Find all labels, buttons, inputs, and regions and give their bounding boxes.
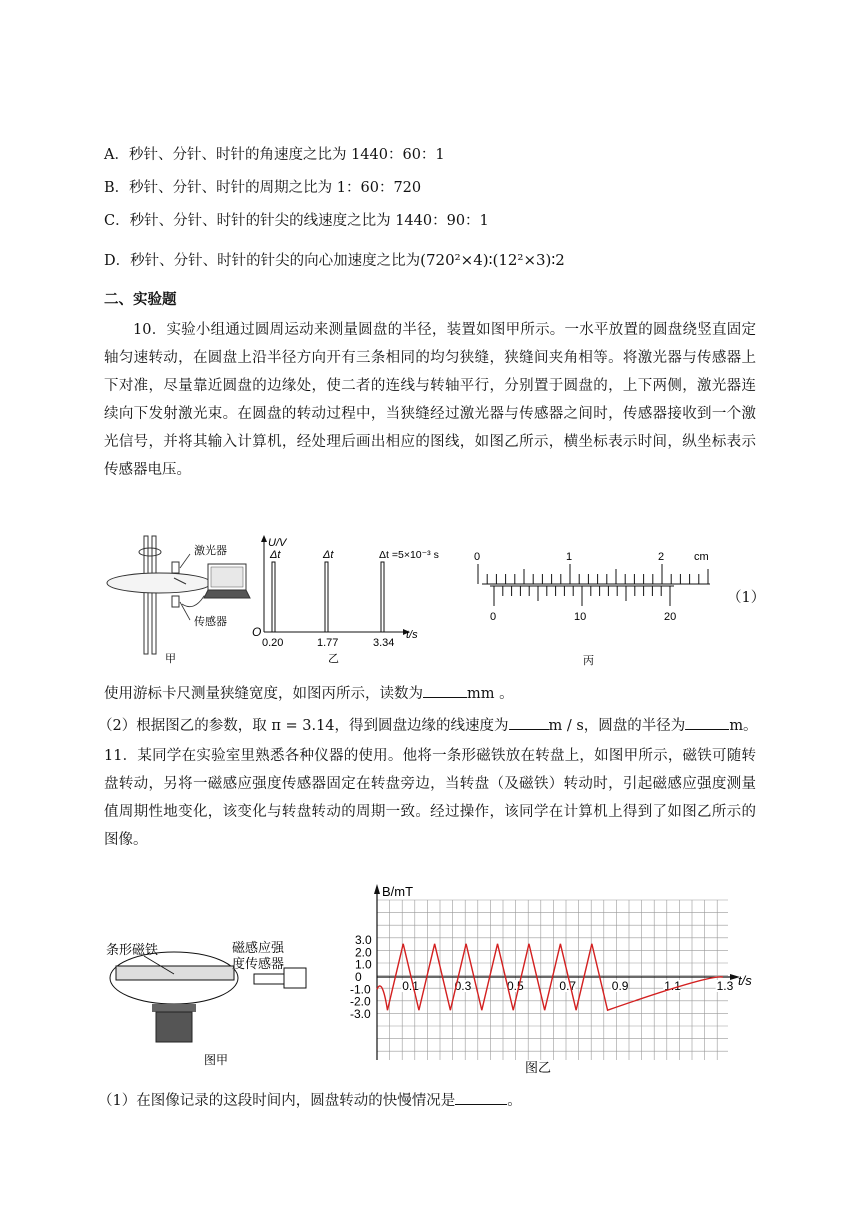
- main-scale: [478, 564, 708, 584]
- q10-text: 10．实验小组通过圆周运动来测量圆盘的半径，装置如图甲所示。一水平放置的圆盘绕竖直固定轴匀速转动，在圆盘上沿半径方向开有三条相同的均匀狭缝，狭缝间夹角相等。将激光器与传感器上下对准，尽量靠近圆盘的边缘处，使二者的连线与转轴平行，分别置于圆盘的，上下两侧，激光器连续向下发射激光束。在圆盘的转动过程中，当狭缝经过激光器与传感器之间时，传感器接收到一个激光信号，并将其输入计算机，经处理后画出相应的图线，如图乙所示，横坐标表示时间，纵坐标表示传感器电压。: [104, 322, 756, 478]
- q11-part1-blank[interactable]: [455, 1090, 507, 1105]
- turntable-base: [156, 1012, 192, 1042]
- disk: [107, 573, 211, 593]
- option-b: B．秒针、分针、时针的周期之比为 1：60：720: [104, 180, 422, 196]
- main-label-1: 1: [566, 551, 573, 563]
- t-tick-label: 1.3: [716, 979, 734, 993]
- laptop-icon: [200, 560, 256, 608]
- q10-part2-end: m。: [729, 718, 758, 734]
- option-c: C．秒针、分针、时针的针尖的线速度之比为 1440：90：1: [104, 213, 489, 229]
- q10-part1-number: （1）: [727, 590, 766, 606]
- vernier-label-0: 0: [490, 611, 497, 623]
- sensor-body: [284, 968, 306, 988]
- x-axis-label: t/s: [406, 629, 418, 641]
- t-tick-label: 0.9: [611, 979, 629, 993]
- q10-part2-prompt: （2）根据图乙的参数，取 π = 3.14，得到圆盘边缘的线速度为: [98, 718, 509, 734]
- y-axis-label: U/V: [268, 537, 287, 549]
- q11-caption-yi: 图乙: [525, 1060, 552, 1075]
- t-tick-label: 1.1: [664, 979, 681, 993]
- q10-caption-bing: 丙: [583, 655, 594, 667]
- b-axis-label: B/mT: [382, 884, 414, 899]
- b-tick-label: -2.0: [350, 994, 371, 1009]
- section-heading: 二、实验题: [104, 291, 177, 308]
- main-label-0: 0: [474, 551, 481, 563]
- sensor-device: [172, 596, 179, 607]
- q11-part1-prompt: （1）在图像记录的这段时间内，圆盘转动的快慢情况是: [98, 1093, 456, 1109]
- q10-figure-yi: [250, 532, 460, 672]
- axle: [144, 536, 148, 654]
- b-tick-label: 3.0: [355, 933, 372, 948]
- pulse-3: [381, 562, 384, 632]
- option-d: [104, 250, 565, 271]
- origin-label: O: [252, 625, 262, 639]
- vernier-scale: [494, 586, 670, 606]
- q10-figure-bing: [464, 540, 724, 672]
- sensor-label-2: 度传感器: [232, 956, 285, 971]
- q10-part2: [98, 715, 758, 736]
- laser-label: 激光器: [194, 545, 227, 557]
- q11-caption-jia: 图甲: [204, 1053, 229, 1067]
- q10-part1-unit: mm 。: [467, 686, 514, 702]
- time-label-2: 1.77: [317, 637, 339, 649]
- time-label-3: 3.34: [373, 637, 395, 649]
- t-axis-label: t/s: [738, 973, 752, 988]
- q10-part2-blank-radius[interactable]: [685, 715, 729, 730]
- t-tick-label: 0.1: [402, 979, 419, 993]
- option-d-formula: (720²×4)∶(12²×3)∶2: [420, 251, 565, 269]
- unit-label: cm: [694, 551, 709, 563]
- q11-text: 11．某同学在实验室里熟悉各种仪器的使用。他将一条形磁铁放在转盘上，如图甲所示，磁铁可随转盘转动，另将一磁感应强度传感器固定在转盘旁边，当转盘（及磁铁）转动时，引起磁感应强度测量值周期性地变化，该变化与转盘转动的周期一致。经过操作，该同学在计算机上得到了如图乙所示的图像。: [104, 748, 756, 848]
- b-tick-label: 1.0: [355, 957, 372, 972]
- b-tick-label: -3.0: [350, 1006, 371, 1021]
- q10-part1-text: [104, 683, 514, 704]
- t-tick-label: 0.5: [507, 979, 524, 993]
- vernier-label-10: 10: [574, 611, 587, 623]
- t-tick-label: 0.7: [559, 979, 577, 993]
- option-a: A．秒针、分针、时针的角速度之比为 1440：60：1: [104, 147, 445, 163]
- q10-part2-blank-velocity[interactable]: [509, 715, 549, 730]
- t-tick-label: 0.3: [454, 979, 472, 993]
- rotation-arrow-icon: [139, 548, 161, 556]
- b-tick-label: -1.0: [350, 982, 371, 997]
- option-d-text: D．秒针、分针、时针的针尖的向心加速度之比为: [104, 253, 421, 269]
- q11-part1-end: 。: [507, 1093, 522, 1109]
- b-tick-label: 0: [355, 970, 362, 984]
- q11-part1: [98, 1090, 522, 1111]
- dt-label-1: Δt: [270, 549, 281, 561]
- sensor-label: 传感器: [194, 616, 227, 628]
- q10-part1-prompt: 使用游标卡尺测量狭缝宽度，如图丙所示，读数为: [104, 686, 423, 702]
- vernier-label-20: 20: [664, 611, 677, 623]
- q10-part2-mid: m / s，圆盘的半径为: [548, 718, 686, 734]
- t-axis-ticks: [401, 979, 733, 993]
- q11-figure-jia: [104, 920, 324, 1075]
- q10-caption-yi: 乙: [328, 653, 339, 665]
- main-label-2: 2: [658, 551, 665, 563]
- magnet-label: 条形磁铁: [106, 942, 159, 957]
- sensor-probe: [254, 974, 284, 984]
- q10-part1-blank[interactable]: [423, 683, 467, 698]
- bar-magnet: [116, 966, 234, 980]
- dt-label-2: Δt: [323, 549, 334, 561]
- sensor-label-1: 磁感应强: [232, 940, 285, 955]
- q11-figure-yi: [340, 880, 770, 1075]
- laser-device: [172, 562, 179, 573]
- time-label-1: 0.20: [262, 637, 284, 649]
- pulse-2: [325, 562, 328, 632]
- dt-label-3: Δt =5×10⁻³ s: [379, 549, 439, 561]
- b-tick-label: 2.0: [355, 945, 372, 960]
- b-axis-ticks: [350, 933, 372, 1021]
- q10-caption-jia: 甲: [165, 653, 176, 665]
- pulse-1: [272, 562, 275, 632]
